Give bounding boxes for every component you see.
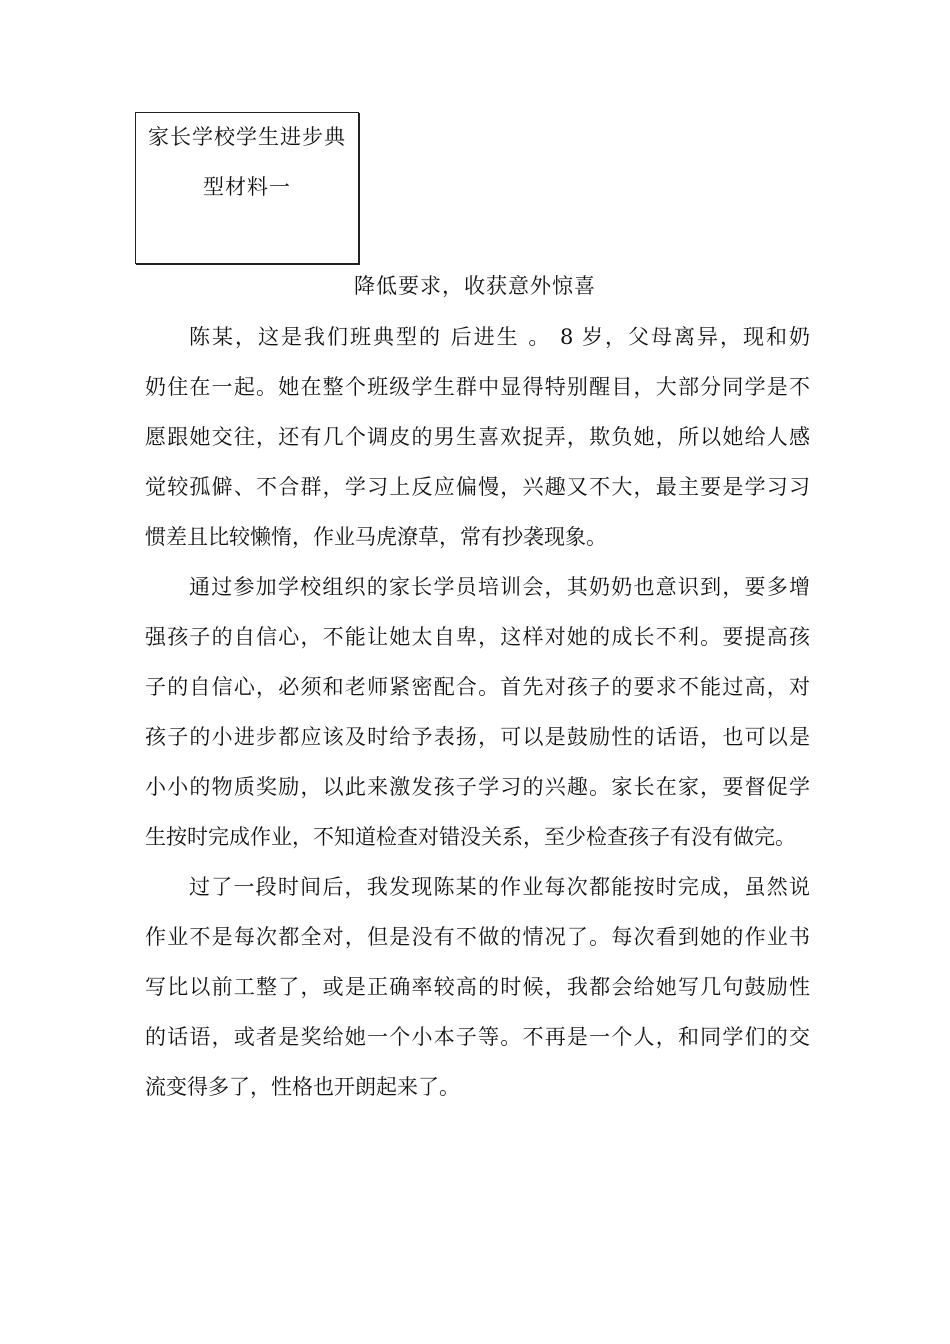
paragraph-3-line-3: 写比以前工整了，或是正确率较高的时候，我都会给她写几句鼓励性 — [145, 975, 810, 999]
paragraph-2-line-2: 强孩子的自信心，不能让她太自卑，这样对她的成长不利。要提高孩 — [145, 625, 810, 649]
title-box — [135, 112, 359, 264]
paragraph-1-line-4: 觉较孤僻、不合群，学习上反应偏慢，兴趣又不大，最主要是学习习 — [145, 475, 810, 499]
paragraph-1-line-3: 愿跟她交往，还有几个调皮的男生喜欢捉弄，欺负她，所以她给人感 — [145, 425, 810, 449]
title-line-1: 家长学校学生进步典 — [148, 125, 346, 149]
paragraph-3-line-5: 流变得多了，性格也开朗起来了。 — [145, 1075, 460, 1099]
paragraph-2-line-5: 小小的物质奖励，以此来激发孩子学习的兴趣。家长在家，要督促学 — [145, 775, 810, 799]
paragraph-3-line-4: 的话语，或者是奖给她一个小本子等。不再是一个人，和同学们的交 — [145, 1025, 810, 1049]
title-line-2: 型材料一 — [203, 175, 291, 199]
paragraph-1-line-1: 陈某，这是我们班典型的 后进生 。 8 岁，父母离异，现和奶 — [189, 325, 810, 349]
paragraph-1-line-5: 惯差且比较懒惰，作业马虎潦草，常有抄袭现象。 — [145, 525, 607, 549]
paragraph-1-line-2: 奶住在一起。她在整个班级学生群中显得特别醒目，大部分同学是不 — [145, 375, 810, 399]
paragraph-3-line-1: 过了一段时间后，我发现陈某的作业每次都能按时完成，虽然说 — [189, 875, 810, 899]
article-heading: 降低要求，收获意外惊喜 — [354, 274, 596, 298]
paragraph-2-line-3: 子的自信心，必须和老师紧密配合。首先对孩子的要求不能过高，对 — [145, 675, 810, 699]
paragraph-2-line-4: 孩子的小进步都应该及时给予表扬，可以是鼓励性的话语，也可以是 — [145, 725, 810, 749]
paragraph-2-line-1: 通过参加学校组织的家长学员培训会，其奶奶也意识到，要多增 — [189, 575, 810, 599]
paragraph-3-line-2: 作业不是每次都全对，但是没有不做的情况了。每次看到她的作业书 — [145, 925, 810, 949]
paragraph-2-line-6: 生按时完成作业，不知道检查对错没关系，至少检查孩子有没有做完。 — [145, 825, 796, 849]
